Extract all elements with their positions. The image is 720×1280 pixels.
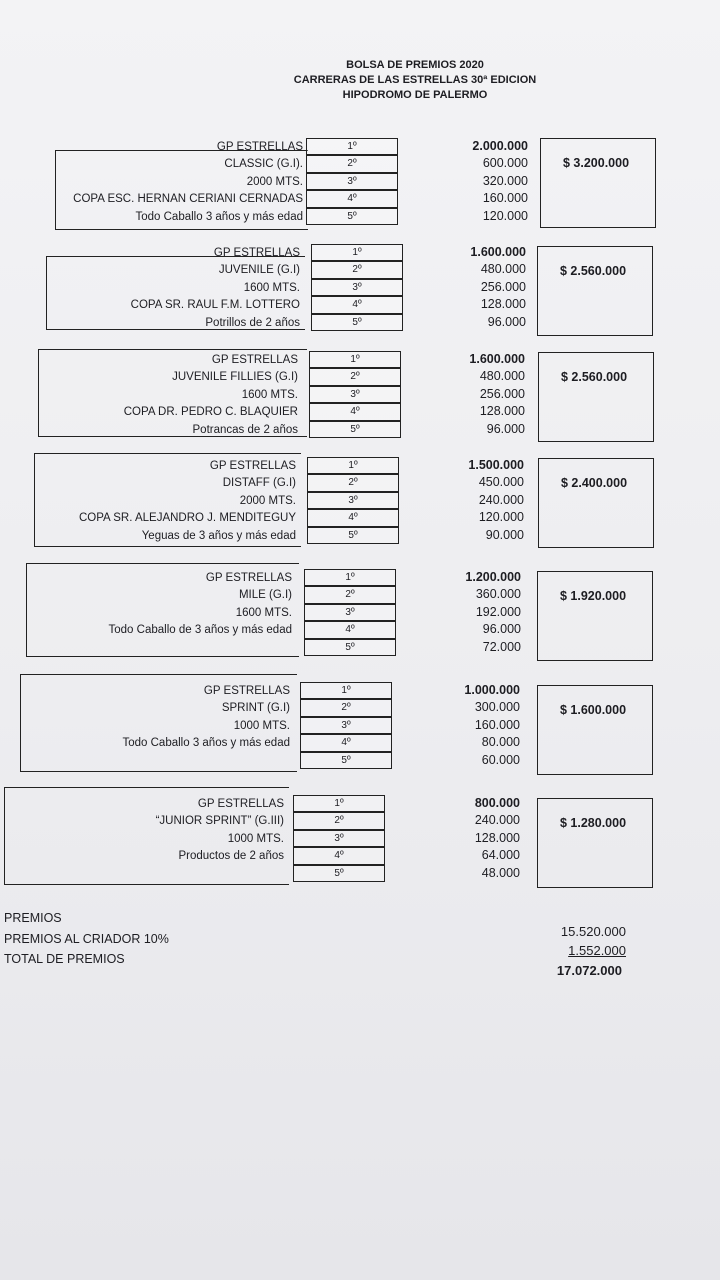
race-line: Potrillos de 2 años (205, 316, 300, 329)
header-subtitle: CARRERAS DE LAS ESTRELLAS 30ª EDICION (293, 74, 537, 86)
prize-amount: 600.000 (482, 156, 528, 171)
place-cell: 2º (311, 261, 403, 278)
prize-amount: 160.000 (482, 191, 528, 206)
prize-amount: 256.000 (479, 386, 525, 401)
place-cell: 5º (311, 314, 403, 331)
race-line: GP ESTRELLAS (216, 141, 303, 153)
criador-value: 1.552.000 (568, 943, 626, 958)
race-line: GP ESTRELLAS (203, 685, 290, 697)
prize-amounts (428, 138, 528, 225)
prize-amount: 128.000 (480, 297, 526, 312)
race-line: COPA DR. PEDRO C. BLAQUIER (123, 406, 298, 419)
prize-amount: 120.000 (482, 208, 528, 223)
prize-amount: 1.200.000 (465, 570, 521, 584)
race-line: CLASSIC (G.I). (224, 158, 303, 171)
race-line: 2000 MTS. (246, 175, 303, 188)
prize-amount: 1.500.000 (468, 458, 524, 472)
race-total: $ 1.600.000 (560, 703, 627, 717)
race-line: DISTAFF (G.I) (222, 477, 296, 490)
race-line: “JUNIOR SPRINT” (G.III) (155, 815, 284, 828)
total-label: TOTAL DE PREMIOS (4, 952, 125, 966)
race-line: 1000 MTS. (227, 832, 284, 845)
place-cell: 1º (309, 351, 401, 368)
prize-amount: 360.000 (475, 587, 521, 602)
prize-amounts (420, 682, 520, 769)
race-description (46, 458, 296, 545)
prize-amount: 2.000.000 (472, 139, 528, 153)
race-total-box (538, 352, 654, 442)
race-total-box (537, 246, 653, 336)
prize-amount: 480.000 (479, 369, 525, 384)
race-total: $ 3.200.000 (563, 156, 630, 170)
race-description (50, 245, 300, 332)
race-line: GP ESTRELLAS (209, 460, 296, 472)
race-description (53, 139, 303, 226)
race-total-box (537, 798, 653, 888)
race-line: JUVENILE (G.I) (218, 264, 300, 277)
race-line: GP ESTRELLAS (213, 247, 300, 259)
race-line: GP ESTRELLAS (211, 354, 298, 366)
place-cell: 1º (306, 138, 398, 155)
race-line: SPRINT (G.I) (221, 702, 290, 715)
race-line: 1000 MTS. (233, 719, 290, 732)
race-line: COPA SR. ALEJANDRO J. MENDITEGUY (78, 512, 296, 525)
place-cell: 5º (300, 752, 392, 769)
place-cell: 3º (307, 492, 399, 509)
prize-amount: 256.000 (480, 279, 526, 294)
race-line: Yeguas de 3 años y más edad (141, 529, 296, 542)
place-cell: 3º (306, 173, 398, 190)
place-cell: 4º (304, 621, 396, 638)
prize-amount: 128.000 (479, 404, 525, 419)
prize-amount: 300.000 (474, 700, 520, 715)
premios-value: 15.520.000 (560, 924, 626, 939)
place-cell: 5º (307, 527, 399, 544)
prize-amount: 64.000 (481, 848, 520, 863)
prize-amount: 160.000 (474, 717, 520, 732)
race-line: 1600 MTS. (243, 281, 300, 294)
race-line: GP ESTRELLAS (197, 798, 284, 810)
prize-amount: 96.000 (486, 421, 525, 436)
place-cell: 3º (309, 386, 401, 403)
prize-amount: 48.000 (481, 865, 520, 880)
race-line: Potrancas de 2 años (192, 423, 298, 436)
premios-label: PREMIOS (4, 911, 62, 925)
race-total-box (538, 458, 654, 548)
prize-amount: 80.000 (481, 735, 520, 750)
place-cell: 5º (304, 639, 396, 656)
place-cell: 4º (293, 847, 385, 864)
race-description (42, 570, 292, 640)
place-cell: 3º (311, 279, 403, 296)
prize-amount: 96.000 (482, 622, 521, 637)
prize-amount: 320.000 (482, 173, 528, 188)
place-cell: 1º (311, 244, 403, 261)
prize-amount: 1.600.000 (470, 245, 526, 259)
place-cell: 5º (309, 421, 401, 438)
prize-amount: 240.000 (474, 813, 520, 828)
place-cell: 4º (309, 403, 401, 420)
prize-amounts (424, 457, 524, 544)
place-cell: 3º (293, 830, 385, 847)
race-total: $ 2.400.000 (561, 476, 628, 490)
race-description (34, 796, 284, 866)
prize-amounts (425, 351, 525, 438)
place-cell: 4º (300, 734, 392, 751)
race-line: MILE (G.I) (238, 589, 292, 602)
place-cell: 1º (300, 682, 392, 699)
prize-amount: 800.000 (474, 796, 520, 810)
race-description (48, 352, 298, 439)
document-header (290, 58, 540, 103)
place-cell: 2º (300, 699, 392, 716)
race-line: 1600 MTS. (241, 388, 298, 401)
place-cell: 5º (293, 865, 385, 882)
header-title: BOLSA DE PREMIOS 2020 (346, 59, 484, 71)
place-cell: 2º (309, 368, 401, 385)
prize-amount: 72.000 (482, 639, 521, 654)
race-line: Todo Caballo 3 años y más edad (122, 737, 290, 750)
prize-amounts (420, 795, 520, 882)
place-cell: 2º (304, 586, 396, 603)
prize-amount: 60.000 (481, 752, 520, 767)
place-cell: 4º (307, 509, 399, 526)
place-cell: 1º (307, 457, 399, 474)
place-cell: 5º (306, 208, 398, 225)
race-total: $ 1.920.000 (560, 589, 627, 603)
total-value: 17.072.000 (556, 963, 622, 978)
place-cell: 4º (306, 190, 398, 207)
header-venue: HIPODROMO DE PALERMO (342, 89, 488, 101)
prize-amount: 1.600.000 (469, 352, 525, 366)
race-total: $ 1.280.000 (560, 816, 627, 830)
race-line: 2000 MTS. (239, 494, 296, 507)
race-line: JUVENILE FILLIES (G.I) (172, 371, 298, 384)
race-line: COPA ESC. HERNAN CERIANI CERNADAS (73, 193, 303, 206)
place-cell: 2º (293, 812, 385, 829)
prize-amounts (426, 244, 526, 331)
prize-amount: 240.000 (478, 492, 524, 507)
race-line: COPA SR. RAUL F.M. LOTTERO (130, 299, 300, 312)
race-line: Todo Caballo 3 años y más edad (135, 210, 303, 223)
prize-amounts (421, 569, 521, 656)
prize-amount: 1.000.000 (464, 683, 520, 697)
place-cell: 1º (293, 795, 385, 812)
prize-amount: 90.000 (485, 527, 524, 542)
race-description (40, 683, 290, 753)
race-total-box (537, 685, 653, 775)
race-line: Productos de 2 años (178, 850, 284, 863)
place-cell: 2º (306, 155, 398, 172)
prize-amount: 450.000 (478, 475, 524, 490)
race-line: 1600 MTS. (235, 606, 292, 619)
race-total-box (537, 571, 653, 661)
place-cell: 2º (307, 474, 399, 491)
prize-amount: 480.000 (480, 262, 526, 277)
race-total: $ 2.560.000 (561, 370, 628, 384)
place-cell: 1º (304, 569, 396, 586)
place-cell: 3º (300, 717, 392, 734)
race-line: GP ESTRELLAS (205, 572, 292, 584)
race-total-box (540, 138, 656, 228)
place-cell: 4º (311, 296, 403, 313)
race-total: $ 2.560.000 (560, 264, 627, 278)
prize-amount: 96.000 (487, 314, 526, 329)
race-line: Todo Caballo de 3 años y más edad (108, 624, 292, 637)
prize-amount: 120.000 (478, 510, 524, 525)
place-cell: 3º (304, 604, 396, 621)
prize-amount: 128.000 (474, 830, 520, 845)
criador-label: PREMIOS AL CRIADOR 10% (4, 932, 169, 946)
prize-amount: 192.000 (475, 604, 521, 619)
